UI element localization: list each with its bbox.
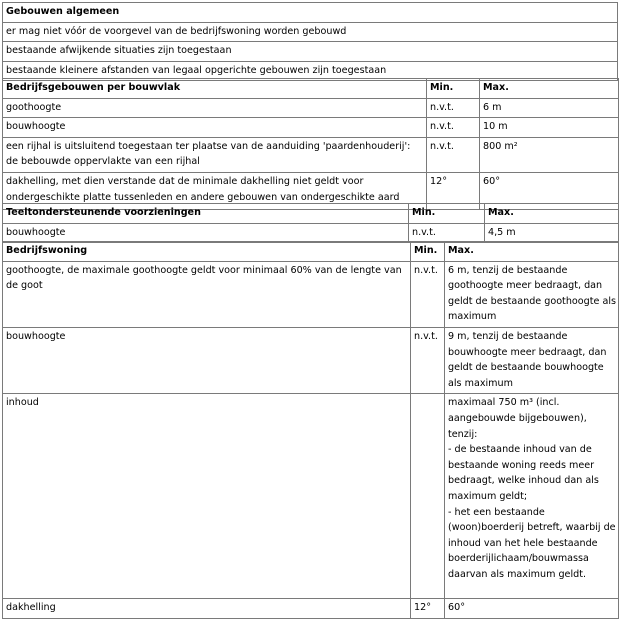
row-min: n.v.t.: [411, 261, 445, 327]
min-header: Min.: [409, 204, 485, 224]
row-max: 800 m²: [480, 137, 619, 172]
dwelling-table: [2, 241, 619, 619]
general-buildings-table: [2, 2, 618, 81]
row-label: goothoogte: [3, 98, 427, 118]
row-max: 4,5 m: [485, 223, 619, 243]
row-label: dakhelling, met dien verstande dat de minimale dakhelling niet geldt voor ondergeschikte platte tussenleden en andere gebouwen van ondergeschikte aard: [3, 172, 427, 209]
row-label: bouwhoogte: [3, 223, 409, 243]
min-header: Min.: [427, 79, 480, 99]
row-min: n.v.t.: [427, 98, 480, 118]
general-buildings-title: Gebouwen algemeen: [3, 3, 618, 23]
row-max: maximaal 750 m³ (incl. aangebouwde bijgebouwen), tenzij: - de bestaande inhoud van de bestaande woning reeds meer bedraagt, welke inhoud dan als maximum geldt; - het een bestaande (woon)boerderij betreft, waarbij de inhoud van het hele bestaande boerderijlichaam/bouwmassa daarvan als maximum geldt.: [445, 394, 619, 599]
general-row: bestaande afwijkende situaties zijn toegestaan: [3, 42, 618, 62]
row-label: inhoud: [3, 394, 411, 599]
row-max: 60°: [480, 172, 619, 209]
row-max: 6 m: [480, 98, 619, 118]
company-buildings-title: Bedrijfsgebouwen per bouwvlak: [3, 79, 427, 99]
row-max: 6 m, tenzij de bestaande goothoogte meer bedraagt, dan geldt de bestaande goothoogte als maximum: [445, 261, 619, 327]
horticulture-title: Teeltondersteunende voorzieningen: [3, 204, 409, 224]
row-min: n.v.t.: [427, 137, 480, 172]
row-min: n.v.t.: [411, 327, 445, 393]
row-min: n.v.t.: [409, 223, 485, 243]
max-header: Max.: [485, 204, 619, 224]
company-buildings-table: [2, 78, 619, 210]
max-header: Max.: [445, 242, 619, 262]
row-max: 60°: [445, 599, 619, 619]
row-min: [411, 394, 445, 599]
max-header: Max.: [480, 79, 619, 99]
row-label: bouwhoogte: [3, 327, 411, 393]
row-max: 10 m: [480, 118, 619, 138]
row-min: 12°: [427, 172, 480, 209]
row-min: 12°: [411, 599, 445, 619]
dwelling-title: Bedrijfswoning: [3, 242, 411, 262]
row-label: goothoogte, de maximale goothoogte geldt voor minimaal 60% van de lengte van de goot: [3, 261, 411, 327]
row-label: bouwhoogte: [3, 118, 427, 138]
min-header: Min.: [411, 242, 445, 262]
row-label: een rijhal is uitsluitend toegestaan ter plaatse van de aanduiding 'paardenhouderij': de bebouwde oppervlakte van een rijhal: [3, 137, 427, 172]
row-label: dakhelling: [3, 599, 411, 619]
row-min: n.v.t.: [427, 118, 480, 138]
horticulture-table: [2, 203, 619, 243]
general-row: er mag niet vóór de voorgevel van de bedrijfswoning worden gebouwd: [3, 22, 618, 42]
row-max: 9 m, tenzij de bestaande bouwhoogte meer bedraagt, dan geldt de bestaande bouwhoogte als maximum: [445, 327, 619, 393]
general-row: bestaande kleinere afstanden van legaal opgerichte gebouwen zijn toegestaan: [3, 61, 618, 81]
